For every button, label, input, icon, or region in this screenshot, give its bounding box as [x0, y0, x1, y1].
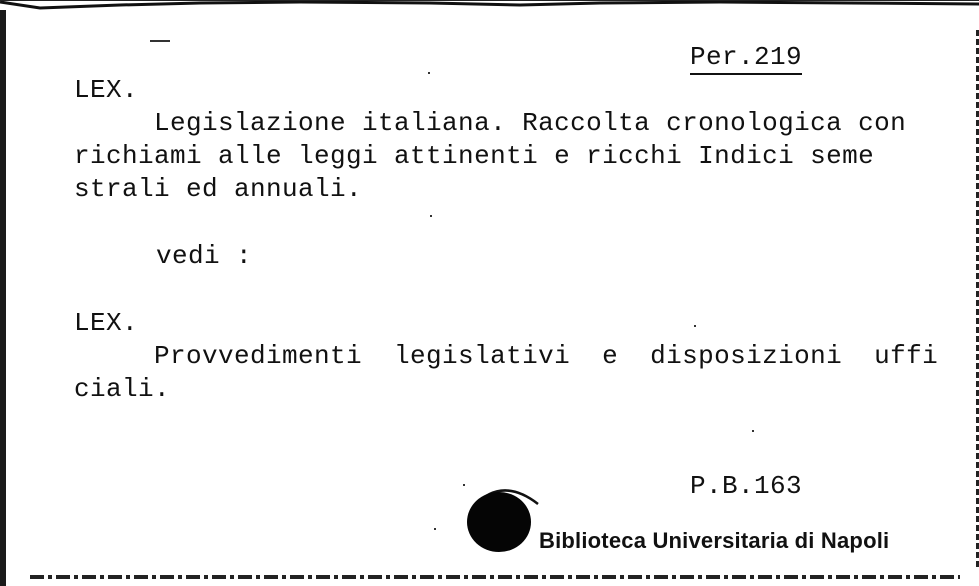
- library-stamp-seal-icon: [467, 492, 531, 552]
- paper-speck: [150, 40, 170, 42]
- paper-speck: [428, 72, 430, 74]
- entry-2-description: [74, 340, 938, 406]
- library-stamp-text: Biblioteca Universitaria di Napoli: [539, 528, 890, 553]
- paper-speck: [752, 430, 754, 432]
- paper-speck: [694, 325, 696, 327]
- card-left-edge: [0, 10, 6, 586]
- paper-speck: [430, 215, 432, 217]
- entry-1-line: Legislazione italiana. Raccolta cronologica con: [74, 108, 907, 138]
- call-number: Per.219: [690, 42, 802, 75]
- card-top-edge: [0, 0, 979, 12]
- entry-2-heading: LEX.: [74, 308, 139, 338]
- entry-1-line: richiami alle leggi attinenti e ricchi Indici seme: [74, 141, 875, 171]
- entry-1-heading: LEX.: [74, 75, 139, 105]
- entry-1-description: [74, 107, 906, 206]
- paper-speck: [434, 528, 436, 530]
- card-bottom-edge: [30, 575, 960, 579]
- shelf-mark: P.B.163: [690, 471, 803, 501]
- see-also-label: vedi :: [156, 241, 253, 271]
- paper-speck: [463, 484, 465, 486]
- entry-2-line: ciali.: [74, 374, 171, 404]
- entry-1-line: strali ed annuali.: [74, 174, 363, 204]
- entry-2-line: Provvedimenti legislativi e disposizioni uffi: [74, 341, 939, 371]
